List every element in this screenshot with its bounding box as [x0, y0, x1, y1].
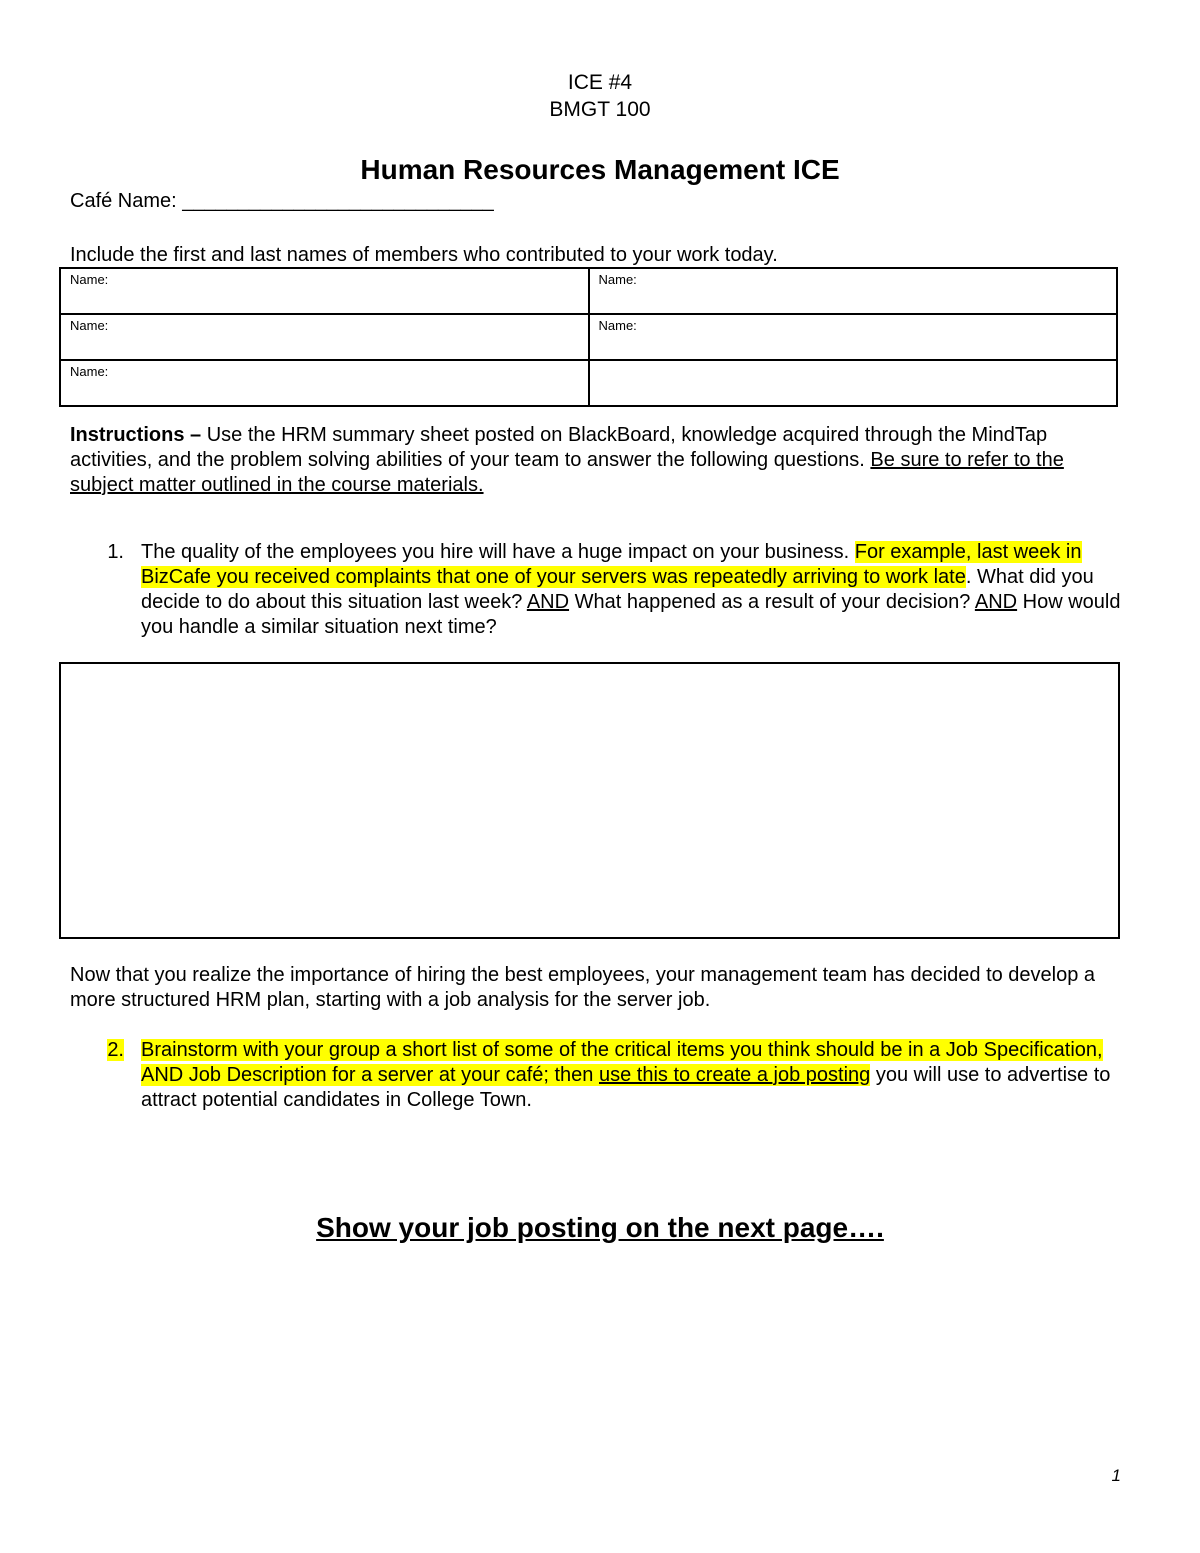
question-2-number: 2. — [107, 1039, 124, 1061]
member-name-cell[interactable]: Name: — [60, 314, 589, 360]
question-2-highlight: Brainstorm with your group a short list of some of the critical items you think should be in a Job Specification, AND Job Description for a server at your café; then — [141, 1039, 1103, 1086]
question-2-text — [141, 1038, 1121, 1113]
question-2-emphasis: use this to create a job posting — [598, 1064, 871, 1086]
question-1-and-2: AND — [974, 591, 1018, 613]
names-table-row — [60, 360, 1117, 406]
member-name-cell[interactable]: Name: — [60, 268, 589, 314]
members-prompt: Include the first and last names of members who contributed to your work today. — [70, 244, 778, 266]
question-1-part-d: How would you handle a similar situation next time? — [141, 591, 1121, 638]
question-1-answer-box[interactable] — [59, 662, 1120, 939]
question-2-rest: you will use to advertise to attract potential candidates in College Town. — [141, 1064, 1111, 1111]
instructions-label: Instructions – — [70, 424, 202, 446]
question-1-and-1: AND — [526, 591, 570, 613]
member-name-cell[interactable]: Name: — [589, 314, 1118, 360]
question-1-text — [141, 540, 1121, 640]
question-1-number: 1. — [107, 541, 124, 563]
header-ice-number: ICE #4 — [567, 71, 633, 94]
question-1-intro: The quality of the employees you hire will have a huge impact on your business. — [141, 541, 855, 563]
transition-paragraph: Now that you realize the importance of hiring the best employees, your management team has decided to develop a more structured HRM plan, starting with a job analysis for the server job. — [70, 964, 1096, 1011]
members-names-table — [59, 267, 1118, 407]
page-number: 1 — [1111, 1466, 1121, 1485]
page-title: Human Resources Management ICE — [360, 154, 840, 185]
instructions-paragraph — [70, 423, 1130, 498]
header-course-code: BMGT 100 — [549, 98, 651, 121]
next-page-callout: Show your job posting on the next page…. — [316, 1212, 884, 1243]
member-name-cell[interactable]: Name: — [60, 360, 589, 406]
instructions-text: Use the HRM summary sheet posted on BlackBoard, knowledge acquired through the MindTap activities, and the problem solving abilities of your team to answer the following questions. — [70, 424, 1048, 471]
member-name-cell[interactable]: Name: — [589, 268, 1118, 314]
instructions-emphasis: Be sure to refer to the subject matter outlined in the course materials. — [70, 449, 1064, 496]
names-table-row — [60, 314, 1117, 360]
question-1-part-b: . What did you decide to do about this situation last week? — [141, 566, 1094, 613]
cafe-name-field[interactable]: Café Name: ____________________________ — [70, 190, 494, 212]
question-1-part-c: What happened as a result of your decision? — [569, 591, 975, 613]
names-table-row — [60, 268, 1117, 314]
member-name-cell[interactable] — [589, 360, 1118, 406]
question-1-highlight: For example, last week in BizCafe you received complaints that one of your servers was repeatedly arriving to work late — [141, 541, 1082, 588]
